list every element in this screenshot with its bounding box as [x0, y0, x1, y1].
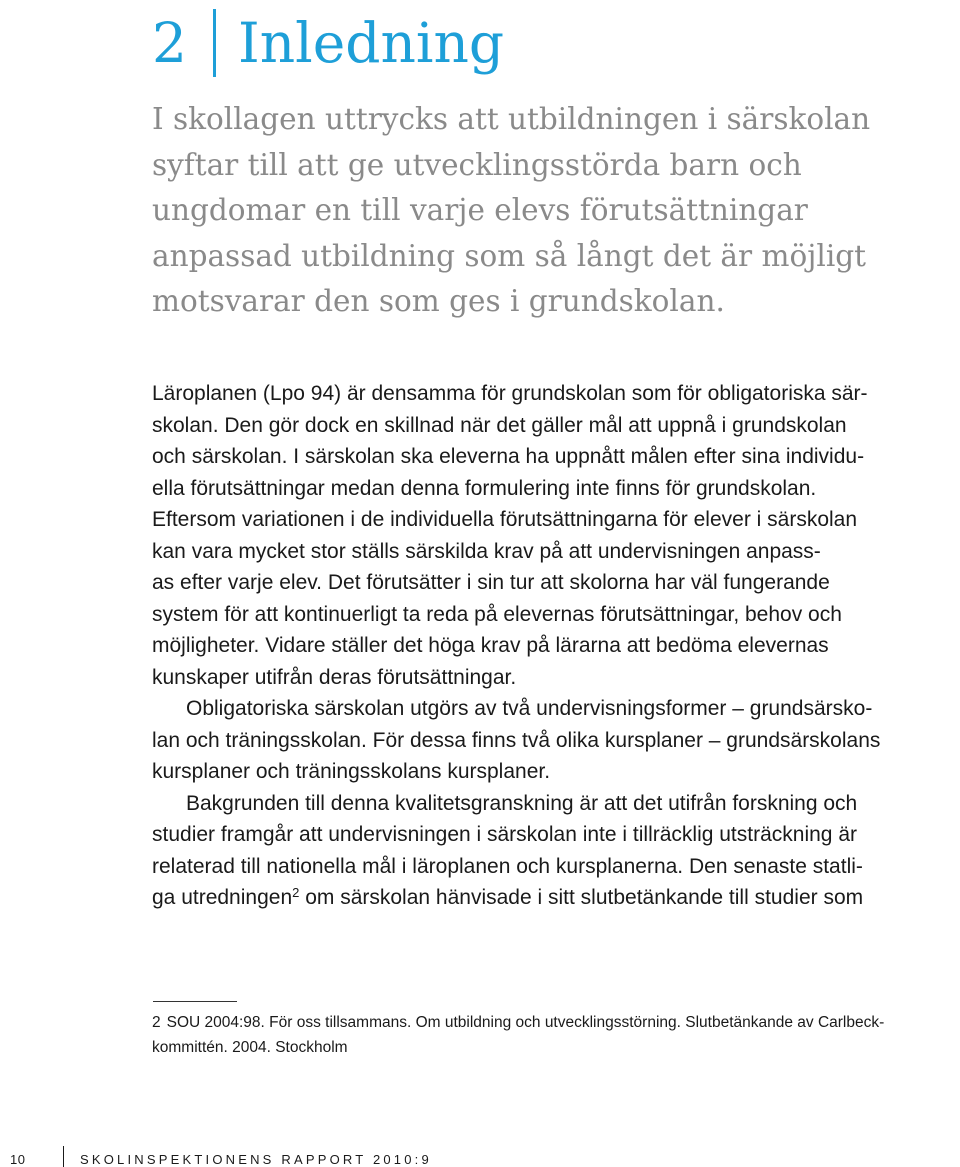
intro-line: motsvarar den som ges i grundskolan.: [152, 284, 725, 318]
body-line: studier framgår att undervisningen i särskolan inte i tillräcklig utsträckning är: [152, 823, 857, 846]
footnote-reference[interactable]: 2: [292, 885, 300, 900]
body-line: ella förutsättningar medan denna formulering inte finns för grundskolan.: [152, 476, 817, 500]
intro-paragraph: [152, 97, 942, 325]
body-line-with-footnote: [152, 882, 942, 914]
report-title: SKOLINSPEKTIONENS RAPPORT 2010:9: [80, 1152, 432, 1167]
body-line: as efter varje elev. Det förutsätter i sin tur att skolorna har väl fungerande: [152, 571, 830, 594]
intro-line: I skollagen uttrycks att utbildningen i särskolan: [152, 102, 871, 136]
page-number: 10: [10, 1152, 26, 1167]
body-line: möjligheter. Vidare ställer det höga krav på lärarna att bedöma elevernas: [152, 634, 829, 657]
body-line: Eftersom variationen i de individuella förutsättningarna för elever i särskolan: [152, 508, 858, 531]
intro-line: anpassad utbildning som så långt det är möjligt: [152, 238, 866, 273]
body-line: Bakgrunden till denna kvalitetsgranskning är att det utifrån forskning och: [186, 791, 858, 815]
body-line: skolan. Den gör dock en skillnad när det gäller mål att uppnå i grundskolan: [152, 413, 847, 437]
body-line: lan och träningsskolan. För dessa finns två olika kursplaner – grundsärskolans: [152, 728, 881, 752]
chapter-divider: [213, 9, 216, 77]
body-line: kan vara mycket stor ställs särskilda krav på att undervisningen anpass-: [152, 539, 821, 563]
body-line: relaterad till nationella mål i läroplanen och kursplanerna. Den senaste statli-: [152, 854, 863, 878]
intro-line: ungdomar en till varje elevs förutsättningar: [152, 193, 808, 227]
page-footer: [0, 1136, 960, 1167]
body-paragraph-1: [152, 378, 942, 693]
body-text: [152, 378, 942, 914]
chapter-title: Inledning: [238, 11, 505, 75]
body-text-fragment: om särskolan hänvisade i sitt slutbetänkande till studier som: [299, 886, 864, 909]
footnote: [152, 1011, 942, 1060]
body-line: och särskolan. I särskolan ska eleverna ha uppnått målen efter sina individu-: [152, 445, 865, 468]
body-line: system för att kontinuerligt ta reda på elevernas förutsättningar, behov och: [152, 602, 842, 626]
body-line: kunskaper utifrån deras förutsättningar.: [152, 665, 517, 689]
footnote-divider: [153, 1001, 237, 1002]
chapter-heading: [152, 0, 504, 86]
footnote-number: 2: [152, 1014, 161, 1031]
body-line: Obligatoriska särskolan utgörs av två undervisningsformer – grundsärsko-: [186, 697, 873, 720]
footnote-line: kommittén. 2004. Stockholm: [152, 1038, 348, 1056]
body-line: Läroplanen (Lpo 94) är densamma för grundskolan som för obligatoriska sär-: [152, 382, 868, 405]
body-paragraph-3: [152, 788, 942, 914]
body-text-fragment: ga utredningen: [152, 886, 293, 909]
chapter-number: 2: [152, 11, 187, 75]
intro-line: syftar till att ge utvecklingsstörda barn och: [152, 147, 802, 182]
body-paragraph-2: [152, 693, 942, 788]
footnote-line: [152, 1011, 942, 1036]
footer-divider: [63, 1146, 64, 1167]
body-line: kursplaner och träningsskolans kursplaner.: [152, 760, 551, 783]
footnote-text: SOU 2004:98. För oss tillsammans. Om utbildning och utvecklingsstörning. Slutbetänkande av Carlbeck-: [166, 1014, 885, 1031]
